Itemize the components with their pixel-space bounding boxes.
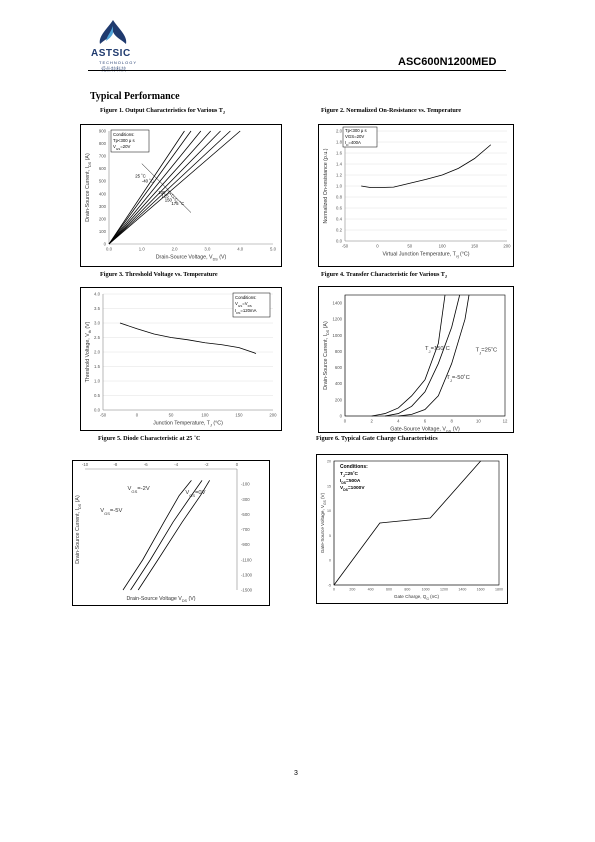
header-rule <box>88 70 506 71</box>
series-label-part: GS <box>131 488 138 494</box>
series-line-1 <box>372 295 445 416</box>
conditions-line: VGS=20V <box>345 134 365 139</box>
company-sub: TECHNOLOGY <box>99 60 138 65</box>
temperature-label: 150 ˚C <box>164 197 178 203</box>
x-tick-label: 4 <box>397 418 400 424</box>
y-axis-label-part: Drain-Source Current, I <box>323 334 329 390</box>
chart-fig6-svg <box>317 455 507 603</box>
conditions-line: Tp<300 μ s <box>113 138 135 143</box>
x-tick-label: 1400 <box>458 587 467 592</box>
x-axis-label <box>126 596 195 603</box>
caption-fig5: Figure 5. Diode Characteristic at 25 ˚C <box>98 435 201 442</box>
y-tick-label: 1200 <box>332 316 342 322</box>
x-axis-label-part: DS <box>181 599 187 603</box>
series-label-part: V <box>127 486 132 493</box>
series-line-2 <box>385 295 460 416</box>
y-tick-label: 0.6 <box>336 205 342 211</box>
y-axis-label <box>323 148 329 223</box>
y-tick-label: 400 <box>98 191 106 197</box>
conditions-line: Conditions: <box>235 295 257 300</box>
conditions-line-part: DS <box>247 304 252 308</box>
y-tick-label: 1.8 <box>336 139 342 145</box>
company-logo <box>88 18 138 76</box>
chart-fig1 <box>80 124 282 267</box>
y-axis-label-part: (V) <box>85 321 91 331</box>
series-label-part: =-5V <box>109 508 123 515</box>
y-tick-label: 100 <box>98 228 106 234</box>
conditions-line-part: I <box>340 479 342 484</box>
x-tick-label: 6 <box>423 418 427 424</box>
conditions-line-part: D <box>346 143 349 147</box>
y-tick-label: 15 <box>327 484 331 489</box>
x-tick-label: 10 <box>475 418 481 424</box>
y-tick-label: 4.0 <box>94 291 100 297</box>
y-tick-label: 600 <box>334 365 342 371</box>
y-tick-label: 0.5 <box>94 393 100 398</box>
x-tick-label: 1000 <box>421 587 430 592</box>
x-axis-label <box>153 421 223 428</box>
y-tick-label: 200 <box>334 397 342 403</box>
y-tick-label: -100 <box>241 481 250 487</box>
x-tick-label: 200 <box>503 243 511 249</box>
x-tick-label: 100 <box>201 412 209 418</box>
series-label-part: =0V <box>195 489 206 496</box>
series-line-1 <box>123 480 191 590</box>
chart-fig4-svg <box>319 287 513 432</box>
conditions-line-part: =V <box>242 301 248 306</box>
y-axis-label <box>75 495 82 564</box>
x-axis-label-part: Drain-Source Voltage V <box>126 596 182 602</box>
y-tick-label: 1000 <box>332 332 342 338</box>
conditions-line-part: J <box>342 474 345 478</box>
x-tick-label: 8 <box>450 418 453 424</box>
x-axis-label <box>390 427 460 432</box>
y-axis-label-part: (A) <box>323 321 329 330</box>
series-label <box>425 345 450 354</box>
x-tick-label: 150 <box>471 243 479 249</box>
x-tick-label: 200 <box>349 587 356 592</box>
x-axis-label-part: Gate-Source Voltage, V <box>390 426 446 432</box>
y-tick-label: 1.6 <box>336 150 342 156</box>
y-axis-label-part: GS <box>323 500 327 505</box>
x-axis-label-part: G <box>426 597 429 602</box>
y-tick-label: 1.5 <box>94 364 100 369</box>
y-axis-label-part: (A) <box>75 495 81 504</box>
conditions-line-part: DS <box>341 481 347 485</box>
y-axis-label-part: Drain-Source Current, I <box>85 166 91 222</box>
x-tick-label: 0 <box>333 587 335 592</box>
chart-fig4 <box>318 286 514 433</box>
y-axis-label <box>85 321 92 382</box>
x-tick-label: 600 <box>386 587 392 592</box>
x-tick-label: 0 <box>135 412 139 418</box>
x-tick-label: -6 <box>143 462 148 467</box>
chart-fig3 <box>80 287 282 431</box>
conditions-line-part: =25˚C <box>344 472 359 477</box>
y-tick-label: -900 <box>241 542 250 548</box>
y-tick-label: 0.4 <box>336 216 342 222</box>
temperature-label: 25 ˚C <box>135 173 146 179</box>
conditions-line-part: I <box>345 140 347 145</box>
y-tick-label: 0.0 <box>336 238 342 244</box>
y-tick-label: -1100 <box>241 557 252 563</box>
y-tick-label: -1300 <box>241 572 252 578</box>
y-tick-label: 600 <box>98 166 106 172</box>
conditions-line-part: DS <box>343 488 348 492</box>
chart-fig1-svg <box>81 125 281 266</box>
caption-fig4: Figure 4. Transfer Characteristic for Various $T_J$ <box>321 271 447 280</box>
x-axis-label-part: (V) <box>186 596 196 602</box>
chart-fig2-svg <box>319 125 513 266</box>
conditions-line: Conditions: <box>340 464 368 470</box>
y-axis-label <box>85 153 92 222</box>
y-tick-label: -5 <box>327 583 331 588</box>
x-axis-label <box>394 594 440 601</box>
x-axis-label-part: DS <box>212 257 218 262</box>
y-tick-label: 0 <box>103 241 106 247</box>
x-tick-label: 100 <box>438 243 446 249</box>
x-axis-label-part: (°C) <box>458 251 470 258</box>
y-tick-label: 3.0 <box>94 320 100 326</box>
conditions-line-part: GS <box>237 304 243 308</box>
x-tick-label: -8 <box>113 462 118 467</box>
x-tick-label: 0 <box>235 462 239 467</box>
x-tick-label: 0.0 <box>106 246 112 252</box>
y-tick-label: 200 <box>98 216 106 222</box>
x-tick-label: 1.0 <box>138 246 145 252</box>
y-tick-label: -500 <box>241 511 250 517</box>
x-tick-label: 1800 <box>495 587 503 592</box>
y-axis-label-part: Normalized On-resistance (p.u.) <box>323 148 329 224</box>
y-tick-label: 700 <box>98 153 106 159</box>
y-tick-label: 10 <box>327 509 331 514</box>
chart-fig2 <box>318 124 514 267</box>
x-axis-label-part: (nC) <box>428 594 440 600</box>
series-label-part: T <box>475 347 480 354</box>
x-tick-label: 2 <box>370 418 373 424</box>
x-axis-label-part: (V) <box>217 254 227 261</box>
caption-fig2: Figure 2. Normalized On-Resistance vs. Temperature <box>321 107 462 114</box>
y-tick-label: -1500 <box>241 587 252 593</box>
y-axis-label-part: (V) <box>320 492 325 501</box>
series-label-part: T <box>425 345 429 352</box>
series-label <box>128 486 150 494</box>
conditions-line-part: V <box>340 486 344 491</box>
logo-mark-icon <box>88 18 138 48</box>
section-title: Typical Performance <box>90 91 180 102</box>
x-tick-label: 12 <box>502 418 508 424</box>
x-tick-label: 3.0 <box>204 246 211 252</box>
x-tick-label: 50 <box>168 412 174 418</box>
conditions-line-part: I <box>235 308 237 313</box>
x-axis-label-part: GS <box>445 429 452 432</box>
series-label-part: J <box>449 377 452 383</box>
series-label-part: V <box>185 489 190 496</box>
chart-fig6 <box>316 454 508 604</box>
x-tick-label: -50 <box>99 412 107 418</box>
chart-fig5 <box>72 460 270 606</box>
conditions-line <box>340 478 361 485</box>
conditions-line-part: DS <box>236 311 241 315</box>
conditions-line-part: GS <box>115 147 121 151</box>
y-axis-label-part: th <box>88 330 92 334</box>
y-axis-label-part: DS <box>326 329 330 335</box>
y-axis-label <box>323 321 330 390</box>
x-axis-label <box>383 252 470 259</box>
x-tick-label: 1600 <box>476 587 485 592</box>
temperature-label: 125 ˚C <box>161 193 175 199</box>
x-axis-label-part: Junction Temperature, T <box>153 420 211 427</box>
y-axis-label-part: Gate-Source Voltage, V <box>320 504 325 554</box>
x-tick-label: -4 <box>174 462 179 467</box>
x-axis-label-part: J <box>210 423 212 428</box>
x-tick-label: 150 <box>235 412 243 418</box>
y-tick-label: 900 <box>98 128 106 134</box>
x-tick-label: 2.0 <box>171 246 178 252</box>
chart-fig3-svg <box>81 288 281 430</box>
series-label-part: GS <box>104 510 110 516</box>
y-tick-label: 300 <box>98 203 106 209</box>
x-tick-label: 5.0 <box>270 246 276 252</box>
conditions-line: Tp<300 μ s <box>345 128 367 133</box>
x-axis-label-part: (°C) <box>211 420 223 427</box>
series-label-part: T <box>446 374 450 381</box>
conditions-line-part: =1000V <box>347 486 365 491</box>
series-line-1 <box>120 323 256 353</box>
x-tick-label: 400 <box>367 587 374 592</box>
series-label-part: =25˚C <box>481 347 498 354</box>
series-label <box>476 346 498 355</box>
x-tick-label: 50 <box>407 243 413 249</box>
series-label-part: =-2V <box>137 486 150 493</box>
y-tick-label: 5 <box>329 533 331 538</box>
y-tick-label: 0.0 <box>94 407 100 413</box>
y-tick-label: 2.0 <box>336 128 342 134</box>
y-axis-label-part: DS <box>88 161 92 167</box>
caption-fig1: Figure 1. Output Characteristics for Various $T_J$ <box>100 107 225 116</box>
series-label <box>100 508 122 516</box>
x-axis-label-part: (V) <box>451 426 460 432</box>
y-tick-label: 1400 <box>332 300 342 306</box>
x-axis-label <box>156 255 227 262</box>
company-name: ASTSIC <box>91 48 131 59</box>
y-tick-label: 1.2 <box>336 172 342 178</box>
x-tick-label: 1200 <box>440 587 448 592</box>
series-line-3 <box>138 480 209 590</box>
series-label-part: GS <box>189 492 196 498</box>
y-axis-label <box>320 492 327 553</box>
y-axis-label-part: (A) <box>85 153 91 162</box>
x-axis-label-part: Gate Charge, Q <box>393 594 427 600</box>
x-axis-label-part: Virtual Junction Temperature, T <box>382 251 456 258</box>
caption-fig6: Figure 6. Typical Gate Charge Characteristics <box>316 435 438 442</box>
series-label-part: =150˚C <box>430 345 450 352</box>
temperature-label: 175 ˚C <box>171 201 185 207</box>
series-label <box>446 374 469 383</box>
y-tick-label: 20 <box>327 459 331 464</box>
x-tick-label: 0 <box>343 418 347 424</box>
y-tick-label: 1.4 <box>336 161 342 167</box>
x-tick-label: -2 <box>204 462 209 467</box>
series-label-part: J <box>428 348 431 354</box>
conditions-line-part: V <box>113 144 116 149</box>
x-tick-label: 200 <box>269 412 277 418</box>
conditions-line-part: =400A <box>348 140 361 145</box>
plot-frame <box>345 295 505 416</box>
temperature-label: 100 ˚C <box>158 189 172 195</box>
series-label-part: J <box>479 349 482 355</box>
conditions-line <box>340 470 359 478</box>
y-axis-label-part: Threshold Voltage, V <box>85 333 91 383</box>
conditions-line-part: V <box>235 301 238 306</box>
conditions-line-part: T <box>340 472 343 477</box>
x-tick-label: -10 <box>81 462 89 467</box>
x-tick-label: 4.0 <box>237 246 244 252</box>
part-number: ASC600N1200MED <box>398 56 497 68</box>
x-axis-label-part: vj <box>455 254 459 259</box>
series-label-part: =-50˚C <box>451 374 470 381</box>
x-tick-label: 800 <box>404 587 411 592</box>
series-label <box>185 490 205 498</box>
y-tick-label: 0 <box>339 413 342 419</box>
y-tick-label: -700 <box>241 527 250 532</box>
conditions-line <box>340 485 365 492</box>
x-tick-label: 0 <box>376 243 379 249</box>
temperature-label: -40 ˚C <box>141 178 154 184</box>
y-tick-label: 400 <box>334 381 342 387</box>
x-axis-label-part: Drain-Source Voltage, V <box>155 254 213 261</box>
page-number: 3 <box>294 770 298 777</box>
y-tick-label: 2.5 <box>94 335 100 340</box>
conditions-line: Conditions: <box>113 132 135 137</box>
series-line-1 <box>361 145 491 188</box>
y-tick-label: 0.8 <box>336 194 342 200</box>
y-tick-label: 0 <box>329 558 331 563</box>
y-tick-label: 3.5 <box>94 306 100 311</box>
chart-fig5-svg <box>73 461 269 605</box>
y-tick-label: 1.0 <box>336 183 342 189</box>
y-tick-label: 800 <box>98 141 106 147</box>
y-tick-label: 800 <box>334 348 342 354</box>
caption-fig3: Figure 3. Threshold Voltage vs. Temperature <box>100 271 218 278</box>
conditions-line-part: =500A <box>346 479 361 484</box>
conditions-line-part: =120mA <box>240 308 257 313</box>
y-axis-label-part: DS <box>78 503 82 509</box>
series-label-part: V <box>100 508 105 515</box>
y-tick-label: 2.0 <box>94 349 100 355</box>
conditions-line-part: =20V <box>120 144 131 149</box>
y-tick-label: -300 <box>241 496 250 502</box>
y-axis-label-part: Drain-Source Current, I <box>75 508 81 564</box>
y-tick-label: 1.0 <box>94 378 100 384</box>
x-tick-label: -50 <box>341 243 349 249</box>
y-tick-label: 500 <box>98 178 106 184</box>
y-tick-label: 0.2 <box>336 227 342 233</box>
